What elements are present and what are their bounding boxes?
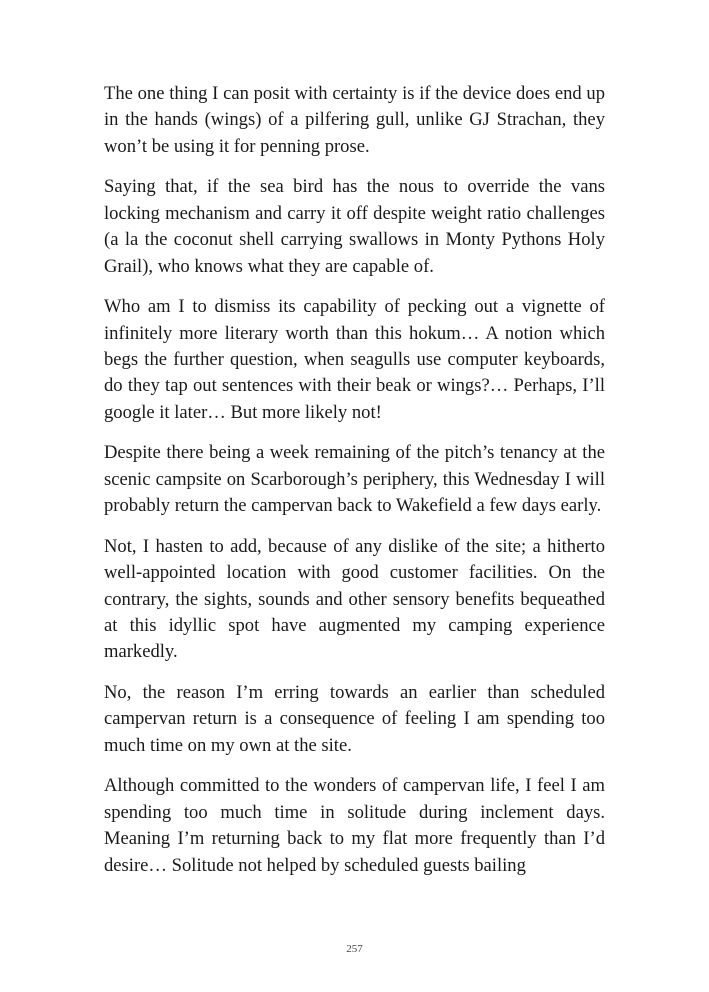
paragraph-2: Saying that, if the sea bird has the nous to override the vans locking mechanism and carry it off despite weight ratio challenges (a la the coconut shell carrying swallows in Monty Pythons Holy Grail), who knows what they are capable of. <box>104 176 605 277</box>
paragraph-6: No, the reason I’m erring towards an earlier than scheduled campervan return is a consequence of feeling I am spending too much time on my own at the site. <box>104 682 605 756</box>
paragraph-7: Although committed to the wonders of campervan life, I feel I am spending too much time in solitude during inclement days. Meaning I’m returning back to my flat more frequently than I’d desire… Solitude not helped by scheduled guests bailing <box>104 775 605 876</box>
paragraph-3: Who am I to dismiss its capability of pecking out a vignette of infinitely more literary worth than this hokum… A notion which begs the further question, when seagulls use computer keyboards, do they tap out sentences with their beak or wings?… Perhaps, I’ll google it later… But more likely not! <box>104 296 605 423</box>
paragraph-5: Not, I hasten to add, because of any dislike of the site; a hitherto well-appointed location with good customer facilities. On the contrary, the sights, sounds and other sensory benefits bequeathed at this idyllic spot have augmented my camping experience markedly. <box>104 535 605 663</box>
body-text <box>104 81 605 893</box>
paragraph-4: Despite there being a week remaining of the pitch’s tenancy at the scenic campsite on Scarborough’s periphery, this Wednesday I will probably return the campervan back to Wakefield a few days early. <box>104 442 605 517</box>
paragraph-1: The one thing I can posit with certainty is if the device does end up in the hands (wings) of a pilfering gull, unlike GJ Strachan, they won’t be using it for penning prose. <box>104 83 605 157</box>
page-number: 257 <box>346 943 363 955</box>
